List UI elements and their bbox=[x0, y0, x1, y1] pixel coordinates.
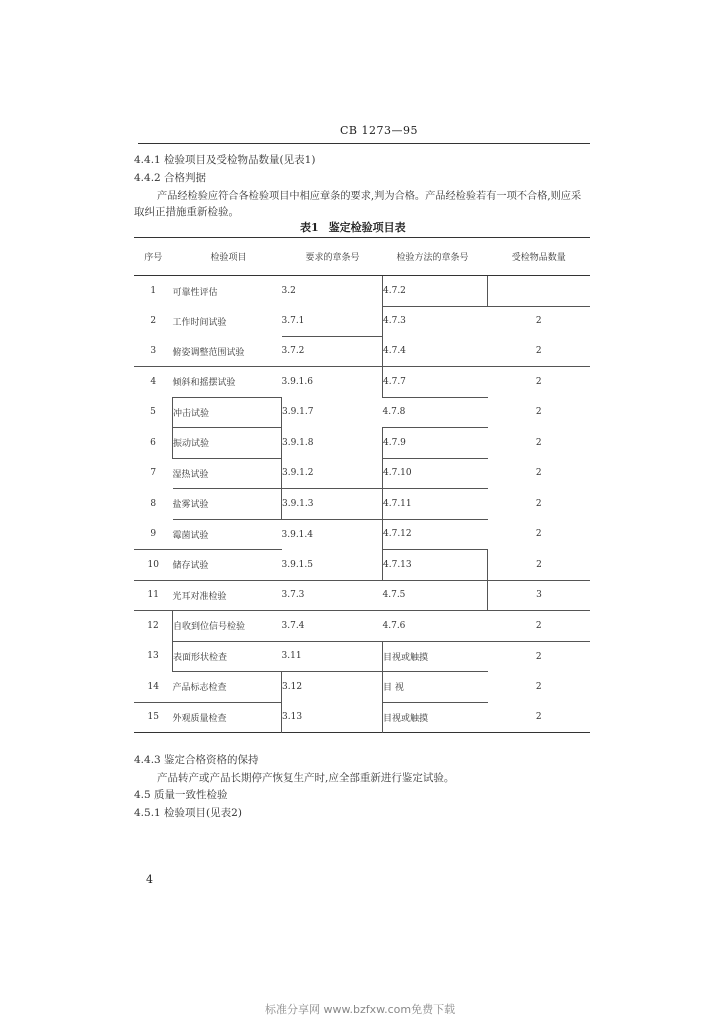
cell-req-clause: 3.9.1.2 bbox=[282, 458, 383, 489]
cell-req-clause: 3.9.1.4 bbox=[282, 519, 383, 550]
cell-quantity: 2 bbox=[488, 641, 591, 672]
watermark-footer: 标准分享网 www.bzfxw.com免费下载 bbox=[265, 1003, 456, 1016]
cell-item: 振动试验 bbox=[173, 428, 282, 459]
cell-req-clause: 3.7.4 bbox=[282, 611, 383, 642]
clause-4-5: 4.5 质量一致性检验 bbox=[134, 789, 228, 801]
cell-method-clause: 4.7.6 bbox=[383, 611, 488, 642]
cell-quantity: 2 bbox=[535, 346, 542, 356]
cell-quantity: 2 bbox=[535, 712, 542, 722]
cell-method-clause: 4.7.13 bbox=[383, 550, 488, 581]
cell-quantity bbox=[488, 276, 591, 307]
cell-method-clause: 4.7.7 bbox=[383, 367, 488, 398]
table-caption: 鉴定检验项目表 bbox=[328, 221, 406, 234]
table-title bbox=[300, 219, 406, 235]
cell-req-clause: 3.7.2 bbox=[282, 336, 383, 367]
cell-method-clause: 目视或触摸 bbox=[383, 641, 488, 672]
cell-req-clause: 3.11 bbox=[282, 641, 383, 672]
header-rule bbox=[138, 143, 590, 144]
table-number: 表1 bbox=[300, 221, 319, 234]
cell-item: 冲击试验 bbox=[173, 397, 282, 428]
clause-4-4-2-text-line2: 取纠正措施重新检验。 bbox=[134, 206, 239, 218]
cell-item: 倾斜和摇摆试验 bbox=[173, 367, 282, 398]
table-row bbox=[134, 458, 590, 489]
cell-method-clause: 4.7.5 bbox=[383, 580, 488, 611]
table-row bbox=[134, 367, 590, 398]
table-row bbox=[134, 702, 590, 733]
cell-no: 3 bbox=[150, 346, 157, 356]
cell-item: 盐雾试验 bbox=[173, 489, 282, 520]
cell-req-clause: 3.13 bbox=[282, 702, 383, 733]
cell-method-clause: 4.7.9 bbox=[383, 428, 488, 459]
cell-method-clause: 4.7.4 bbox=[383, 336, 488, 367]
cell-item: 外观质量检查 bbox=[173, 702, 282, 733]
col-header-no: 序号 bbox=[134, 238, 173, 276]
cell-quantity: 2 bbox=[488, 367, 591, 398]
table-row bbox=[134, 397, 590, 428]
document-code: CB 1273—95 bbox=[340, 124, 418, 137]
cell-no: 5 bbox=[150, 407, 156, 418]
cell-quantity: 2 bbox=[535, 681, 542, 692]
cell-method-clause: 4.7.2 bbox=[383, 276, 488, 307]
cell-quantity: 2 bbox=[488, 550, 591, 581]
cell-item: 自收到位信号检验 bbox=[173, 611, 282, 642]
table-row bbox=[134, 306, 590, 336]
cell-no: 4 bbox=[134, 367, 173, 398]
cell-req-clause: 3.2 bbox=[281, 286, 296, 296]
cell-item: 产品标志检查 bbox=[173, 672, 282, 703]
cell-no: 11 bbox=[134, 580, 173, 611]
clause-4-5-1: 4.5.1 检验项目(见表2) bbox=[134, 807, 242, 819]
clause-4-4-1: 4.4.1 检验项目及受检物品数量(见表1) bbox=[134, 154, 316, 166]
cell-quantity: 2 bbox=[535, 407, 542, 418]
table-header-row bbox=[134, 238, 590, 276]
cell-method-clause: 目 视 bbox=[383, 672, 488, 703]
cell-quantity: 2 bbox=[535, 498, 542, 509]
clause-4-4-2: 4.4.2 合格判据 bbox=[134, 172, 207, 184]
cell-req-clause: 3.7.1 bbox=[281, 315, 305, 326]
col-header-req-clause: 要求的章条号 bbox=[282, 238, 383, 276]
cell-method-clause: 4.7.10 bbox=[383, 458, 488, 489]
col-header-item: 检验项目 bbox=[173, 238, 282, 276]
table-row bbox=[134, 580, 590, 611]
table-row bbox=[134, 550, 590, 581]
col-header-method-clause: 检验方法的章条号 bbox=[383, 238, 488, 276]
cell-quantity: 2 bbox=[535, 468, 542, 479]
cell-quantity: 2 bbox=[488, 611, 591, 642]
table-row bbox=[134, 519, 590, 550]
cell-no: 10 bbox=[134, 550, 173, 581]
clause-4-4-3-text: 产品转产或产品长期停产恢复生产时,应全部重新进行鉴定试验。 bbox=[157, 772, 455, 784]
table-row bbox=[134, 611, 590, 642]
cell-no: 2 bbox=[150, 316, 157, 326]
cell-method-clause: 4.7.11 bbox=[383, 489, 488, 520]
cell-no: 9 bbox=[150, 529, 157, 539]
cell-item: 储存试验 bbox=[173, 550, 282, 581]
table-row bbox=[134, 336, 590, 367]
cell-no: 6 bbox=[150, 437, 156, 448]
cell-item: 俯姿调整范围试验 bbox=[172, 347, 245, 358]
clause-4-4-3: 4.4.3 鉴定合格资格的保持 bbox=[134, 754, 259, 766]
inspection-items-table bbox=[134, 237, 590, 733]
cell-method-clause: 4.7.12 bbox=[383, 519, 488, 550]
cell-no: 14 bbox=[147, 681, 159, 692]
cell-item: 湿热试验 bbox=[173, 458, 282, 489]
table-row bbox=[134, 276, 590, 307]
cell-method-clause: 4.7.8 bbox=[383, 397, 488, 428]
cell-item: 霉菌试验 bbox=[173, 519, 282, 550]
clause-4-4-2-text-line1: 产品经检验应符合各检验项目中相应章条的要求,判为合格。产品经检验若有一项不合格,则应采 bbox=[157, 191, 582, 202]
cell-item: 表面形状检查 bbox=[173, 641, 282, 672]
page-number: 4 bbox=[146, 873, 153, 886]
table-row bbox=[134, 641, 590, 672]
cell-no: 7 bbox=[150, 468, 157, 479]
cell-method-clause: 4.7.3 bbox=[383, 306, 488, 336]
cell-item: 光耳对准检验 bbox=[173, 580, 282, 611]
table-row bbox=[134, 672, 590, 703]
table-row bbox=[134, 489, 590, 520]
cell-no: 8 bbox=[150, 498, 157, 509]
cell-no: 1 bbox=[150, 286, 157, 296]
table-row bbox=[134, 428, 590, 459]
cell-no: 15 bbox=[134, 702, 173, 733]
cell-req-clause: 3.12 bbox=[282, 672, 383, 703]
cell-quantity: 2 bbox=[488, 306, 591, 336]
cell-req-clause: 3.9.1.8 bbox=[282, 428, 383, 459]
cell-no: 12 bbox=[134, 611, 173, 642]
cell-req-clause: 3.9.1.5 bbox=[281, 559, 313, 570]
cell-quantity: 2 bbox=[535, 529, 542, 540]
cell-item: 可靠性评估 bbox=[172, 287, 218, 298]
col-header-quantity: 受检物品数量 bbox=[488, 238, 591, 276]
cell-method-clause: 目视或触摸 bbox=[383, 702, 488, 733]
cell-quantity: 2 bbox=[535, 437, 542, 448]
cell-req-clause: 3.9.1.7 bbox=[282, 397, 383, 428]
cell-item: 工作时间试验 bbox=[172, 317, 227, 328]
cell-quantity: 3 bbox=[488, 580, 591, 611]
cell-no: 13 bbox=[147, 651, 159, 662]
cell-req-clause: 3.9.1.6 bbox=[282, 367, 383, 398]
cell-req-clause: 3.9.1.3 bbox=[282, 489, 383, 520]
cell-req-clause: 3.7.3 bbox=[282, 580, 383, 611]
